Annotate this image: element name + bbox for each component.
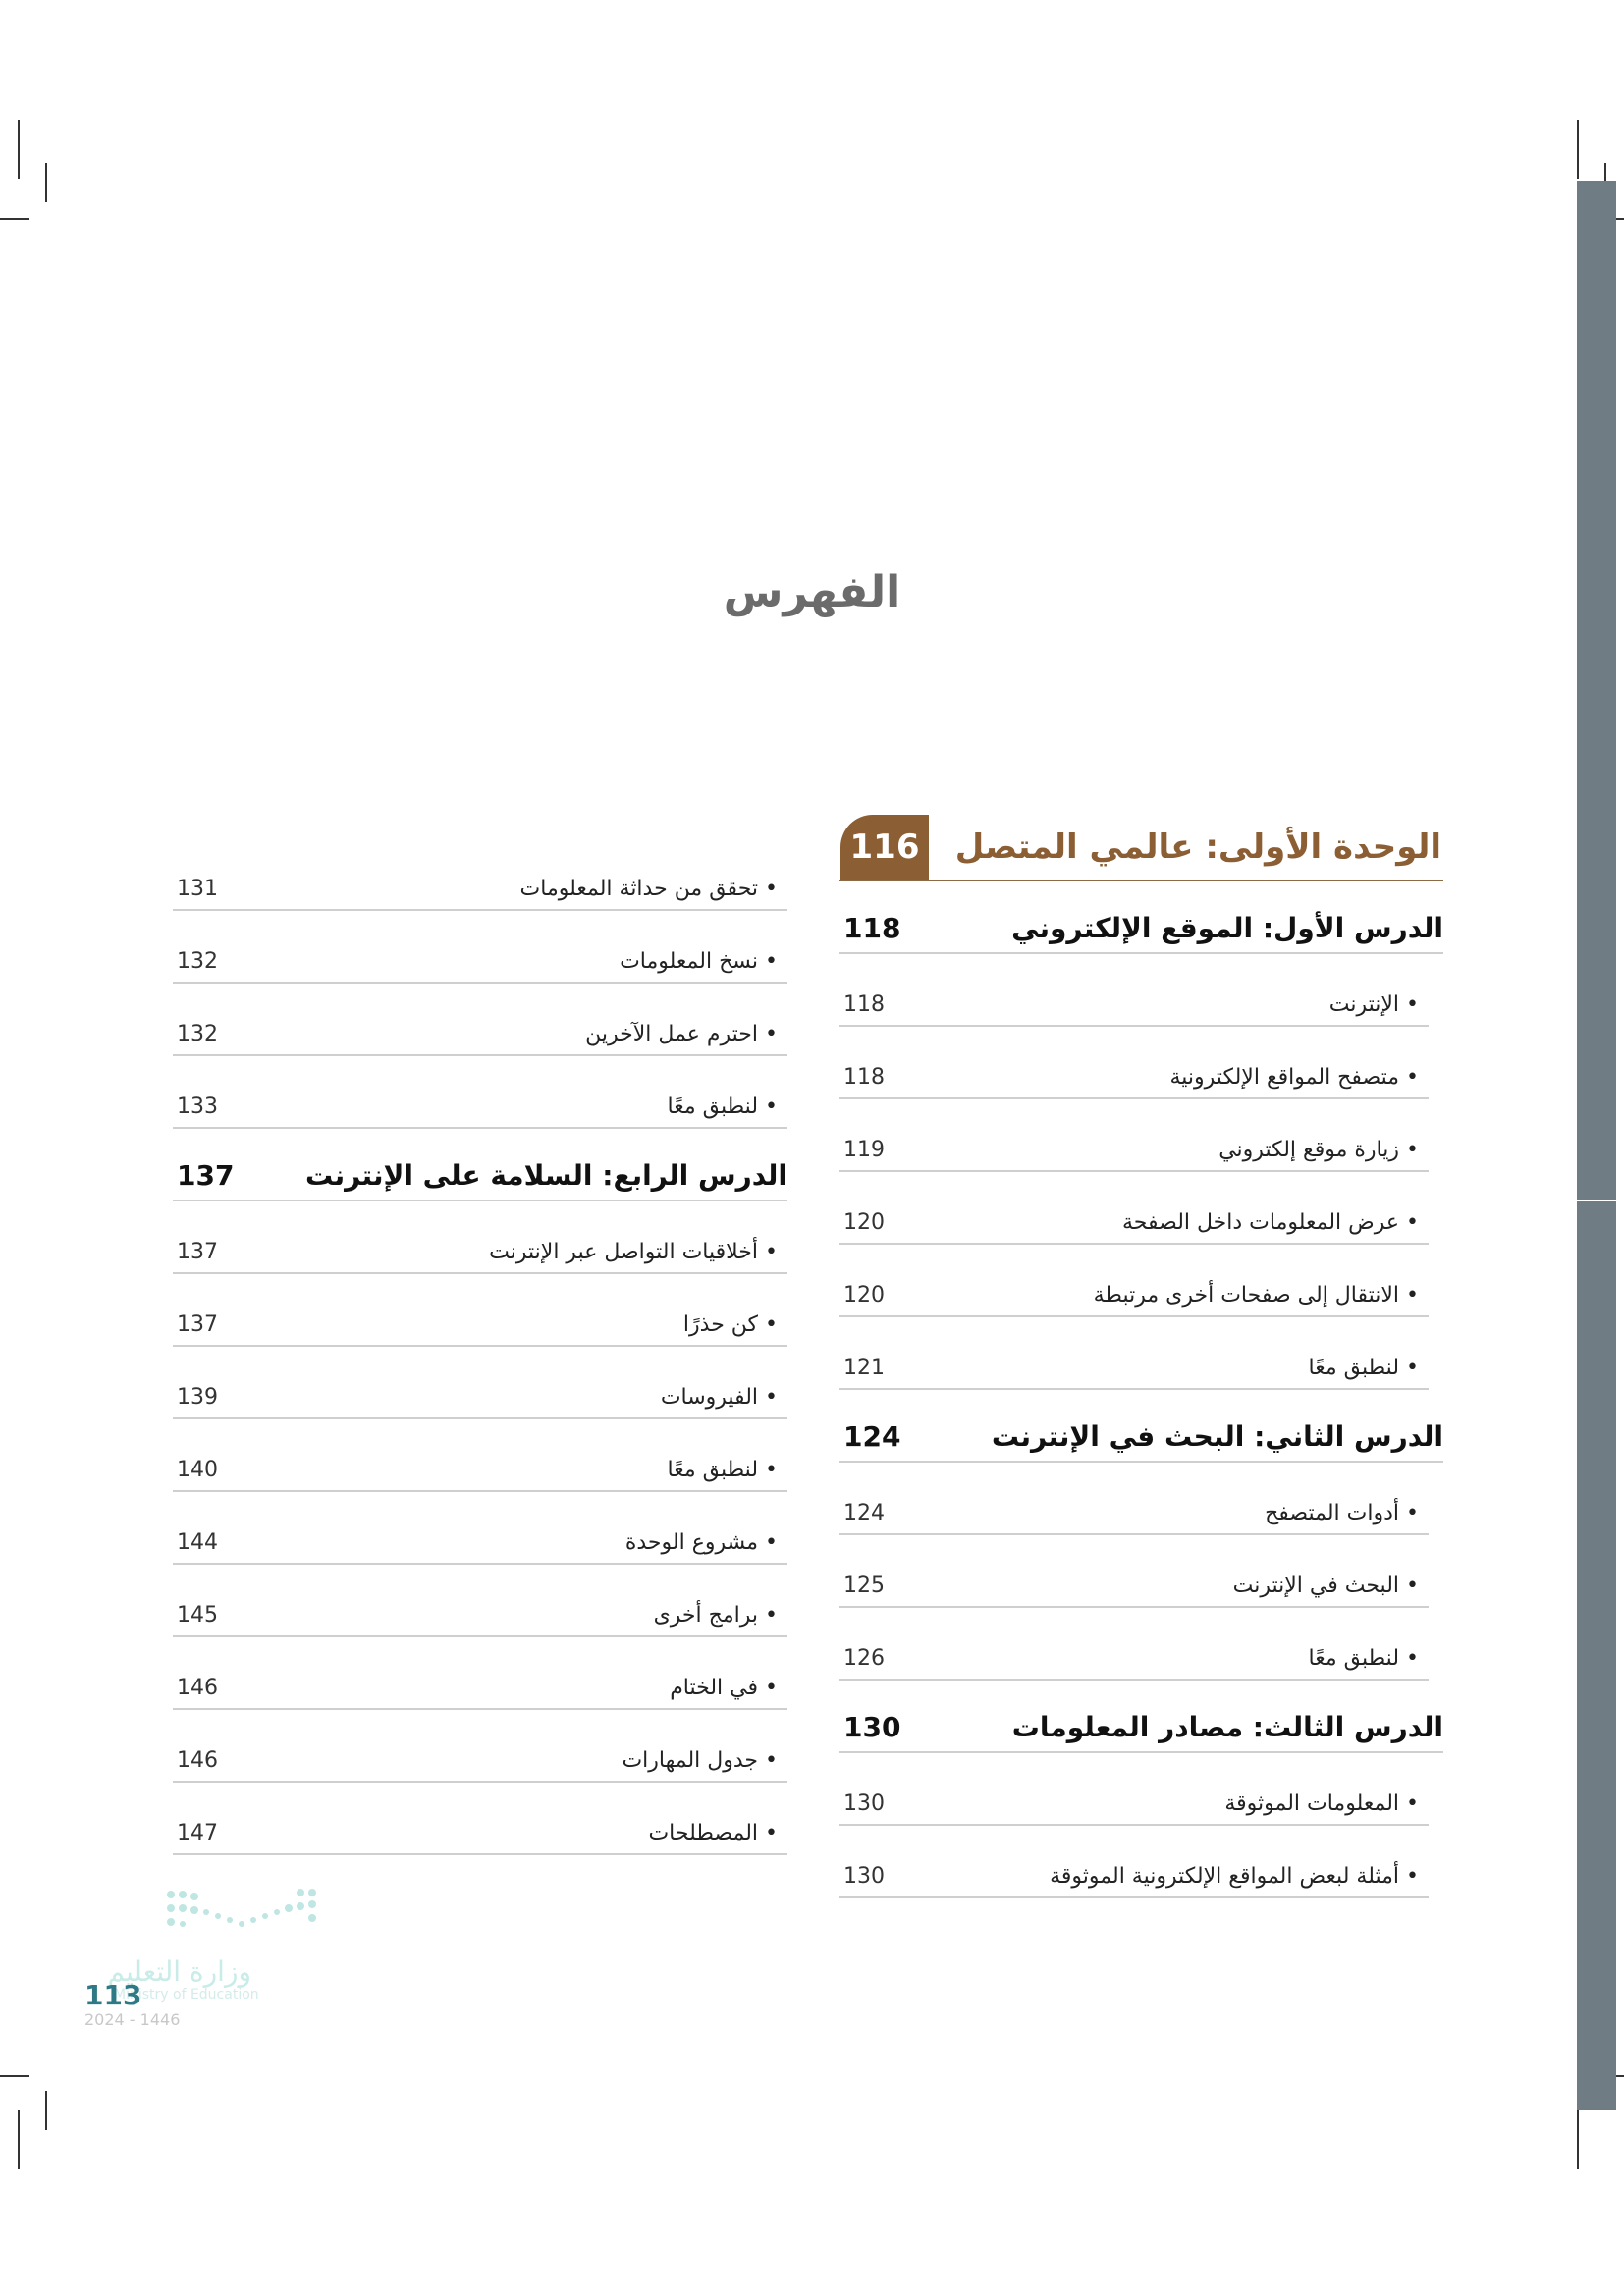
lesson-title: الدرس الثالث: مصادر المعلومات [1011, 1711, 1443, 1743]
toc-item-row[interactable] [839, 954, 1429, 1027]
toc-item-row[interactable] [839, 1245, 1429, 1317]
side-strip [1577, 181, 1616, 2110]
item-title: • نسخ المعلومات [620, 949, 787, 974]
page-ref: 137 [177, 1312, 218, 1337]
ministry-name-ar: وزارة التعليم [107, 1955, 251, 1988]
page-ref: 130 [843, 1711, 901, 1743]
page-ref: 145 [177, 1603, 218, 1628]
crop-mark [45, 2091, 47, 2130]
page-number: 113 [84, 1979, 142, 2011]
toc-item-row[interactable] [173, 1056, 787, 1129]
item-title: • تحقق من حداثة المعلومات [520, 877, 787, 901]
page-ref: 118 [843, 1065, 885, 1090]
toc-lesson-row[interactable] [173, 1129, 787, 1201]
page-ref: 132 [177, 949, 218, 974]
unit-header[interactable] [839, 815, 1443, 881]
page-ref: 126 [843, 1646, 885, 1671]
item-title: • عرض المعلومات داخل الصفحة [1122, 1210, 1429, 1235]
item-title: • الفيروسات [661, 1385, 787, 1410]
toc-item-row[interactable] [173, 1419, 787, 1492]
item-title: • مشروع الوحدة [625, 1530, 787, 1555]
lesson-title: الدرس الأول: الموقع الإلكتروني [1011, 912, 1443, 944]
item-title: • لنطبق معًا [1309, 1646, 1429, 1671]
toc-item-row[interactable] [173, 911, 787, 984]
toc-item-row[interactable] [173, 1492, 787, 1565]
unit-title: الوحدة الأولى: عالمي المتصل [954, 828, 1441, 867]
item-title: • أخلاقيات التواصل عبر الإنترنت [489, 1240, 787, 1264]
side-strip-tick [1577, 1200, 1624, 1201]
ministry-logo [84, 1885, 340, 2042]
toc-item-row[interactable] [839, 1463, 1429, 1535]
toc-item-row[interactable] [839, 1826, 1429, 1898]
toc-lesson-row[interactable] [839, 1681, 1443, 1753]
crop-mark [1577, 120, 1579, 179]
item-title: • المعلومات الموثوقة [1224, 1791, 1429, 1816]
toc-item-row[interactable] [173, 1710, 787, 1783]
toc-item-row[interactable] [173, 1637, 787, 1710]
item-title: • لنطبق معًا [668, 1458, 787, 1482]
toc-item-row[interactable] [173, 1783, 787, 1855]
page-ref: 137 [177, 1240, 218, 1264]
page-ref: 140 [177, 1458, 218, 1482]
toc-lesson-row[interactable] [839, 1390, 1443, 1463]
toc-item-row[interactable] [173, 1274, 787, 1347]
page-ref: 118 [843, 912, 901, 944]
page-ref: 118 [843, 992, 885, 1017]
item-title: • أمثلة لبعض المواقع الإلكترونية الموثوقة [1050, 1864, 1429, 1889]
toc-left-column [173, 838, 787, 1855]
crop-mark [18, 120, 20, 179]
item-title: • الانتقال إلى صفحات أخرى مرتبطة [1094, 1283, 1429, 1308]
logo-dots-icon [163, 1885, 330, 1944]
ministry-name-en: Ministry of Education [114, 1987, 259, 2002]
page-ref: 120 [843, 1210, 885, 1235]
crop-mark [1577, 2110, 1579, 2169]
page-ref: 137 [177, 1159, 235, 1192]
toc-item-row[interactable] [173, 1201, 787, 1274]
page-ref: 124 [843, 1420, 901, 1453]
item-title: • في الختام [670, 1676, 787, 1700]
toc-item-row[interactable] [839, 1608, 1429, 1681]
page-ref: 146 [177, 1676, 218, 1700]
toc-item-row[interactable] [839, 1753, 1429, 1826]
page-ref: 130 [843, 1864, 885, 1889]
toc-item-row[interactable] [839, 1172, 1429, 1245]
item-title: • زيارة موقع إلكتروني [1218, 1138, 1429, 1162]
crop-mark [18, 2110, 20, 2169]
page-ref: 139 [177, 1385, 218, 1410]
toc-item-row[interactable] [839, 1027, 1429, 1099]
lesson-title: الدرس الثاني: البحث في الإنترنت [991, 1420, 1443, 1453]
toc-item-row[interactable] [839, 1099, 1429, 1172]
page-ref: 125 [843, 1574, 885, 1598]
item-title: • الإنترنت [1329, 992, 1429, 1017]
item-title: • جدول المهارات [622, 1748, 787, 1773]
crop-mark [45, 163, 47, 202]
item-title: • لنطبق معًا [1309, 1356, 1429, 1380]
toc-item-row[interactable] [839, 1317, 1429, 1390]
item-title: • أدوات المتصفح [1265, 1501, 1429, 1525]
page-ref: 119 [843, 1138, 885, 1162]
item-title: • برامج أخرى [654, 1603, 787, 1628]
page-ref: 130 [843, 1791, 885, 1816]
toc-item-row[interactable] [173, 984, 787, 1056]
item-title: • المصطلحات [648, 1821, 787, 1845]
page-title: الفهرس [723, 567, 901, 617]
page-ref: 121 [843, 1356, 885, 1380]
toc-item-row[interactable] [173, 1565, 787, 1637]
page-ref: 146 [177, 1748, 218, 1773]
page-ref: 133 [177, 1095, 218, 1119]
item-title: • متصفح المواقع الإلكترونية [1169, 1065, 1429, 1090]
toc-item-row[interactable] [839, 1535, 1429, 1608]
toc-right-column [839, 815, 1443, 1898]
page-ref: 120 [843, 1283, 885, 1308]
page-ref: 144 [177, 1530, 218, 1555]
crop-mark [0, 218, 29, 220]
item-title: • البحث في الإنترنت [1233, 1574, 1429, 1598]
crop-mark [0, 2075, 29, 2077]
page-ref: 131 [177, 877, 218, 901]
toc-item-row[interactable] [173, 838, 787, 911]
page-ref: 124 [843, 1501, 885, 1525]
lesson-title: الدرس الرابع: السلامة على الإنترنت [304, 1159, 787, 1192]
edition-year: 2024 - 1446 [84, 2010, 181, 2029]
page-ref: 147 [177, 1821, 218, 1845]
unit-page-badge: 116 [840, 815, 929, 880]
toc-lesson-row[interactable] [839, 881, 1443, 954]
item-title: • كن حذرًا [683, 1312, 787, 1337]
page-ref: 132 [177, 1022, 218, 1046]
toc-item-row[interactable] [173, 1347, 787, 1419]
item-title: • احترم عمل الآخرين [585, 1022, 787, 1046]
item-title: • لنطبق معًا [668, 1095, 787, 1119]
